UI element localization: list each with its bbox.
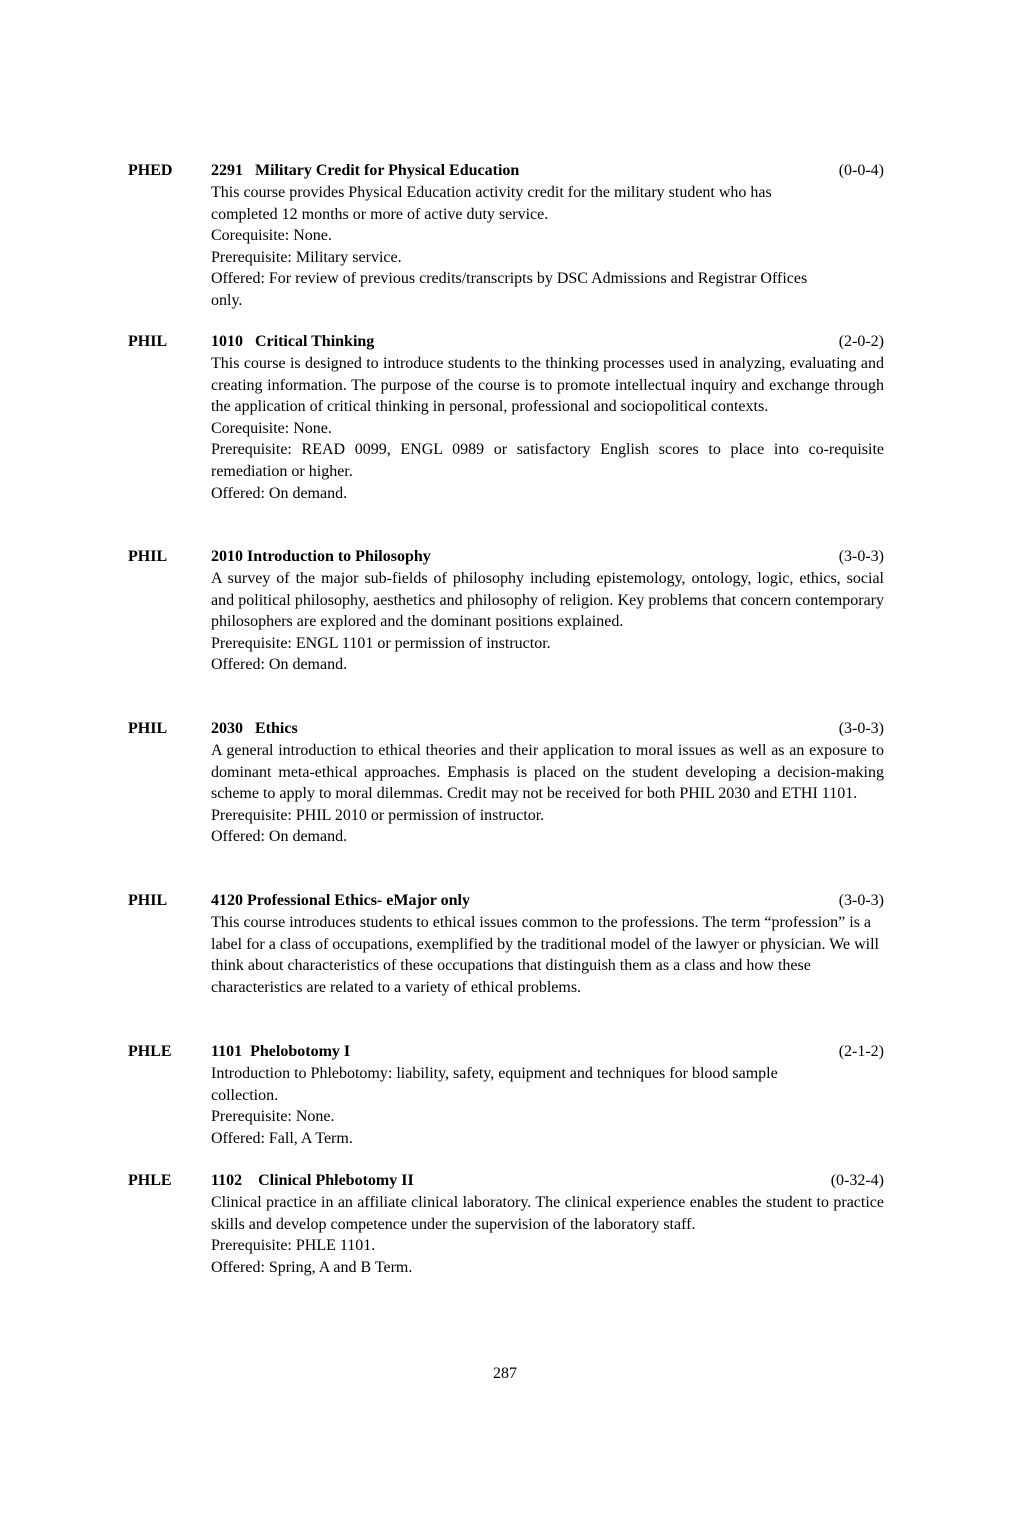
- course-dept: PHIL: [128, 548, 168, 565]
- course-entry-phil-1010: [128, 331, 884, 504]
- course-description: A general introduction to ethical theories and their application to moral issues as well as an exposure to dominant meta-ethical approaches. Emphasis is placed on the student developing a decision-making scheme to apply to moral dilemmas. Credit may not be received for both PHIL 2030 and ETHI 1101.: [211, 742, 884, 803]
- course-hours: (0-0-4): [838, 162, 884, 179]
- course-heading: [128, 160, 884, 182]
- course-corequisite: Corequisite: None.: [211, 419, 332, 437]
- course-entry-phed-2291: [128, 160, 884, 312]
- course-description: This course is designed to introduce students to the thinking processes used in analyzing, evaluating and creating information. The purpose of the course is to promote intellectual inquiry and exchange through the application of critical thinking in personal, professional and sociopolitical contexts.: [211, 355, 884, 416]
- course-entry-phil-2030: [128, 718, 884, 848]
- course-dept: PHLE: [128, 1043, 172, 1060]
- course-body: [211, 1192, 884, 1278]
- course-heading: [128, 546, 884, 568]
- course-title: 1101 Phelobotomy I: [211, 1043, 351, 1060]
- course-body: [211, 1063, 836, 1149]
- course-hours: (2-0-2): [838, 333, 884, 350]
- course-heading: [128, 331, 884, 353]
- course-title: 1010 Critical Thinking: [211, 333, 375, 350]
- course-heading: [128, 718, 884, 740]
- course-prerequisite: Prerequisite: PHIL 2010 or permission of instructor.: [211, 806, 545, 824]
- course-hours: (0-32-4): [830, 1172, 884, 1189]
- course-heading: [128, 890, 884, 912]
- course-offered: Offered: On demand.: [211, 656, 348, 674]
- course-description: Introduction to Phlebotomy: liability, safety, equipment and techniques for blood sample collection.: [211, 1065, 778, 1104]
- course-title: 2291 Military Credit for Physical Education: [211, 162, 520, 179]
- course-title: 2030 Ethics: [211, 720, 298, 737]
- course-entry-phle-1102: [128, 1170, 884, 1278]
- course-description: This course introduces students to ethical issues common to the professions. The term “profession” is a label for a class of occupations, exemplified by the traditional model of the lawyer or physician. We will think about characteristics of these occupations that distinguish them as a class and how these characteristics are related to a variety of ethical problems.: [211, 914, 879, 996]
- course-offered: Offered: On demand.: [211, 828, 348, 846]
- course-description: Clinical practice in an affiliate clinical laboratory. The clinical experience enables the student to practice skills and develop competence under the supervision of the laboratory staff.: [211, 1194, 884, 1233]
- course-dept: PHIL: [128, 720, 168, 737]
- course-body: [211, 182, 811, 312]
- course-prerequisite: Prerequisite: Military service.: [211, 248, 402, 266]
- course-title: 4120 Professional Ethics- eMajor only: [211, 892, 470, 909]
- course-entry-phil-2010: [128, 546, 884, 676]
- course-body: [211, 353, 884, 504]
- course-dept: PHIL: [128, 333, 168, 350]
- course-corequisite: Corequisite: None.: [211, 227, 332, 245]
- course-prerequisite: Prerequisite: PHLE 1101.: [211, 1237, 376, 1255]
- course-entry-phil-4120: [128, 890, 884, 998]
- course-title: 2010 Introduction to Philosophy: [211, 548, 431, 565]
- course-body: [211, 912, 883, 998]
- course-hours: (3-0-3): [838, 548, 884, 565]
- course-dept: PHIL: [128, 892, 168, 909]
- course-hours: (3-0-3): [838, 720, 884, 737]
- course-description: A survey of the major sub-fields of philosophy including epistemology, ontology, logic, ethics, social and political philosophy, aesthetics and philosophy of religion. Key problems that concern contemporary philosophers are explored and the dominant positions explained.: [211, 570, 884, 631]
- course-hours: (3-0-3): [838, 892, 884, 909]
- course-dept: PHED: [128, 162, 173, 179]
- course-offered: Offered: Spring, A and B Term.: [211, 1258, 413, 1276]
- course-prerequisite: Prerequisite: READ 0099, ENGL 0989 or satisfactory English scores to place into co-requisite remediation or higher.: [211, 441, 884, 480]
- course-entry-phle-1101: [128, 1041, 884, 1149]
- course-offered: Offered: On demand.: [211, 484, 348, 502]
- course-body: [211, 740, 884, 848]
- course-title: 1102 Clinical Phlebotomy II: [211, 1172, 414, 1189]
- course-body: [211, 568, 884, 676]
- course-prerequisite: Prerequisite: None.: [211, 1108, 335, 1126]
- course-heading: [128, 1170, 884, 1192]
- course-offered: Offered: Fall, A Term.: [211, 1129, 353, 1147]
- course-heading: [128, 1041, 884, 1063]
- page-number: 287: [493, 1365, 517, 1382]
- course-hours: (2-1-2): [838, 1043, 884, 1060]
- course-description: This course provides Physical Education activity credit for the military student who has completed 12 months or more of active duty service.: [211, 184, 772, 223]
- course-offered: Offered: For review of previous credits/transcripts by DSC Admissions and Registrar Offices only.: [211, 270, 808, 309]
- course-prerequisite: Prerequisite: ENGL 1101 or permission of instructor.: [211, 634, 551, 652]
- course-dept: PHLE: [128, 1172, 172, 1189]
